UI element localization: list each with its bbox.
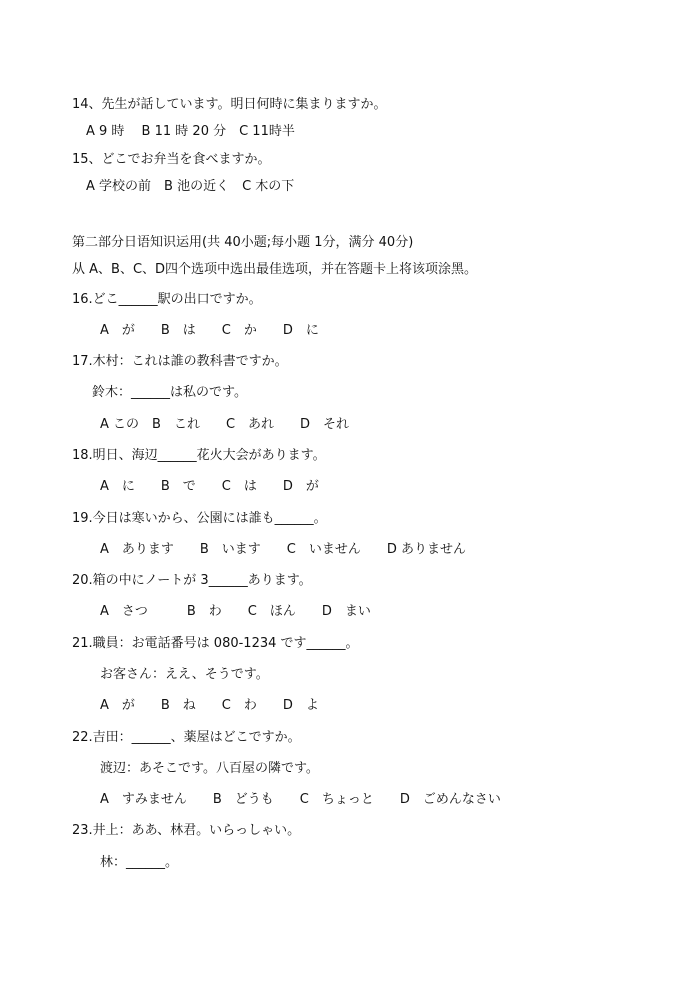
question-20: 20.箱の中にノートが 3______あります。 [72,573,312,588]
question-18: 18.明日、海辺______花火大会があります。 [72,448,326,463]
question-19: 19.今日は寒いから、公園には誰も______。 [72,511,327,526]
question-17: 17.木村：これは誰の教科書ですか。 [72,354,288,369]
question-23-reply: 林：______。 [100,855,179,870]
options-17: A この B これ C あれ D それ [100,417,350,432]
options-18: A に B で C は D が [100,479,319,494]
question-16: 16.どこ______駅の出口ですか。 [72,292,262,307]
question-17-reply: 鈴木：______は私のです。 [92,385,247,400]
options-19: A あります B います C いません D ありません [100,542,467,557]
options-22: A すみません B どうも C ちょっと D ごめんなさい [100,792,501,807]
options-16: A が B は C か D に [100,323,319,338]
options-15: A 学校の前 B 池の近く C 木の下 [86,179,295,194]
question-15: 15、どこでお弁当を食べますか。 [72,152,271,167]
options-20: A さつ B わ C ほん D まい [100,604,371,619]
question-22-reply: 渡辺：あそこです。八百屋の隣です。 [100,761,319,776]
options-21: A が B ね C わ D よ [100,698,319,713]
options-14: A 9 時 B 11 時 20 分 C 11時半 [86,124,295,139]
question-21: 21.職員：お電話番号は 080-1234 です______。 [72,636,359,651]
question-21-reply: お客さん：ええ、そうです。 [100,667,269,682]
section-title: 第二部分日语知识运用(共 40小题;每小题 1分，满分 40分) [72,235,414,250]
question-23: 23.井上：ああ、林君。いらっしゃい。 [72,823,301,838]
question-14: 14、先生が話しています。明日何時に集まりますか。 [72,97,387,112]
section-instruction: 从 A、B、C、D四个选项中选出最佳选项，并在答题卡上将该项涂黑。 [72,262,478,277]
question-22: 22.吉田：______、薬屋はどこですか。 [72,730,301,745]
